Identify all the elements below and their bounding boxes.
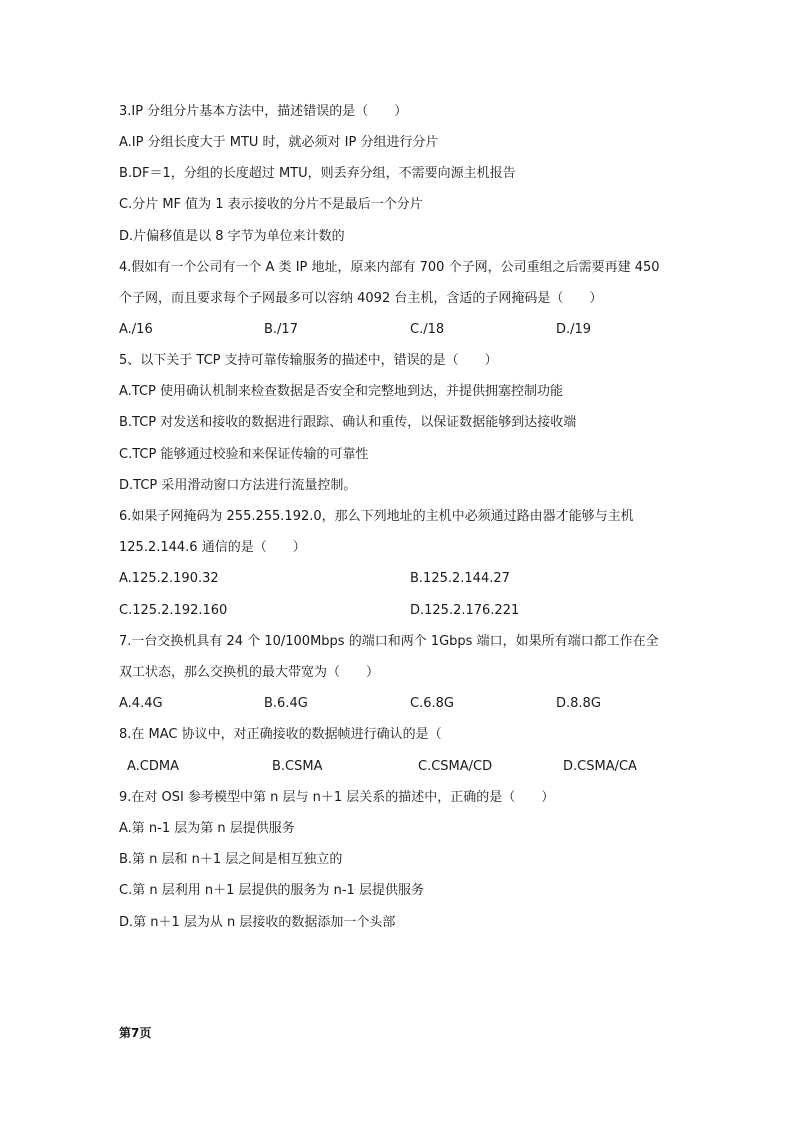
q8-option-b: B.CSMA — [272, 759, 323, 774]
q5-option-c: C.TCP 能够通过校验和来保证传输的可靠性 — [119, 447, 369, 462]
q6-option-b: B.125.2.144.27 — [410, 571, 510, 586]
q4-option-d: D./19 — [556, 322, 592, 337]
q8-option-c: C.CSMA/CD — [418, 759, 493, 774]
q6-option-c: C.125.2.192.160 — [119, 603, 228, 618]
q4-option-c: C./18 — [410, 322, 445, 337]
q7-option-d: D.8.8G — [556, 696, 601, 711]
q3-stem: 3.IP 分组分片基本方法中，描述错误的是（ ） — [119, 104, 408, 119]
q3-option-d: D.片偏移值是以 8 字节为单位来计数的 — [119, 229, 345, 244]
q3-option-c: C.分片 MF 值为 1 表示接收的分片不是最后一个分片 — [119, 197, 423, 212]
q3-option-a: A.IP 分组长度大于 MTU 时，就必须对 IP 分组进行分片 — [119, 135, 439, 150]
q7-option-b: B.6.4G — [264, 696, 308, 711]
q6-stem-line2: 125.2.144.6 通信的是（ ） — [119, 540, 306, 555]
q6-option-d: D.125.2.176.221 — [410, 603, 520, 618]
q6-option-a: A.125.2.190.32 — [119, 571, 219, 586]
q4-stem-line2: 个子网，而且要求每个子网最多可以容纳 4092 台主机，含适的子网掩码是（ ） — [119, 291, 603, 306]
q9-option-d: D.第 n＋1 层为从 n 层接收的数据添加一个头部 — [119, 915, 396, 930]
q7-option-a: A.4.4G — [119, 696, 163, 711]
q6-stem-line1: 6.如果子网掩码为 255.255.192.0，那么下列地址的主机中必须通过路由器才能够与主机 — [119, 509, 634, 524]
q3-option-b: B.DF＝1，分组的长度超过 MTU，则丢弃分组，不需要向源主机报告 — [119, 166, 516, 181]
q8-stem: 8.在 MAC 协议中，对正确接收的数据帧进行确认的是（ — [119, 727, 442, 742]
q5-stem: 5、以下关于 TCP 支持可靠传输服务的描述中，错误的是（ ） — [119, 353, 498, 368]
q9-option-c: C.第 n 层利用 n＋1 层提供的服务为 n-1 层提供服务 — [119, 883, 424, 898]
q4-stem-line1: 4.假如有一个公司有一个 A 类 IP 地址，原来内部有 700 个子网，公司重组之后需要再建 450 — [119, 260, 660, 275]
q4-option-a: A./16 — [119, 322, 153, 337]
q7-stem-line1: 7.一台交换机具有 24 个 10/100Mbps 的端口和两个 1Gbps 端口，如果所有端口都工作在全 — [119, 634, 659, 649]
q8-option-d: D.CSMA/CA — [563, 759, 637, 774]
q8-option-a: A.CDMA — [127, 759, 179, 774]
q4-option-b: B./17 — [264, 322, 298, 337]
page-number: 第7页 — [119, 1026, 152, 1040]
q5-option-d: D.TCP 采用滑动窗口方法进行流量控制。 — [119, 478, 357, 493]
q7-option-c: C.6.8G — [410, 696, 454, 711]
q9-option-b: B.第 n 层和 n＋1 层之间是相互独立的 — [119, 852, 343, 867]
q9-stem: 9.在对 OSI 参考模型中第 n 层与 n＋1 层关系的描述中，正确的是（ ） — [119, 790, 555, 805]
q5-option-b: B.TCP 对发送和接收的数据进行跟踪、确认和重传，以保证数据能够到达接收端 — [119, 415, 577, 430]
q7-stem-line2: 双工状态，那么交换机的最大带宽为（ ） — [119, 665, 380, 680]
q9-option-a: A.第 n-1 层为第 n 层提供服务 — [119, 821, 295, 836]
q5-option-a: A.TCP 使用确认机制来检查数据是否安全和完整地到达，并提供拥塞控制功能 — [119, 384, 564, 399]
